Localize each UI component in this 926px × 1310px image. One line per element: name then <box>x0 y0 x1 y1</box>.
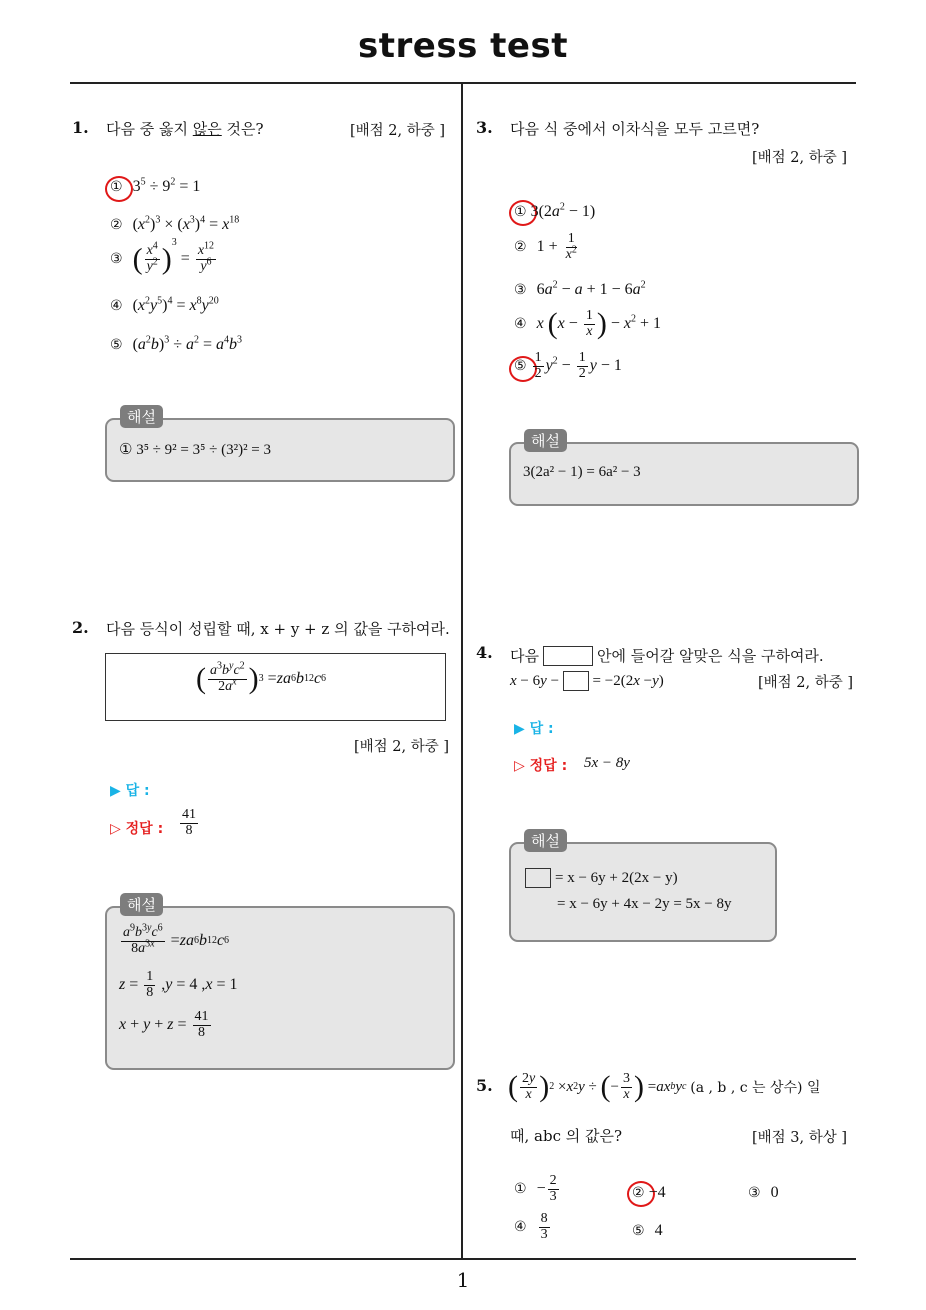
q1-text-before: 다음 중 옳지 <box>106 120 193 138</box>
q2-solution-tab: 해설 <box>120 893 163 916</box>
q5-points: [배점 3, 하상 ] <box>752 1130 848 1146</box>
q5-choice-3[interactable]: ③ 0 <box>748 1184 779 1201</box>
q4-equation-blank <box>563 671 589 691</box>
q4-solution-line2: = x − 6y + 4x − 2y = 5x − 8y <box>557 896 732 912</box>
q2-answer-label: ▶ 답 : <box>110 783 150 799</box>
q3-number: 3. <box>476 118 493 137</box>
q4-correct-label: ▷ 정답 : <box>514 758 568 774</box>
page-title: stress test <box>358 26 568 66</box>
q4-solution-box <box>509 842 777 942</box>
q2-solution-line1: $\frac{a^9b^{3y}c^6}{8a^{3x}}$ = z a 6 b 12 c 6 <box>123 922 230 956</box>
q3-choice-2[interactable]: ② 1 + $\frac{1}{x^2}$ <box>514 231 577 262</box>
footer-rule <box>70 1258 856 1260</box>
q1-text-after: 것은? <box>221 120 264 138</box>
q2-number: 2. <box>72 618 89 637</box>
q1-choice-3[interactable]: ③ ( $\frac{x^4}{y^2}$ )$^3$ = $\frac{x^{12}}{y^6}$ <box>110 237 215 276</box>
q2-equation: ( $\frac{a^3b^yc^2}{2a^x}$ ) 3 = z a 6 b 12 c 6 <box>196 660 327 696</box>
q3-choice-5[interactable]: ⑤ $\frac{1}{2}$ $y^2$ − $\frac{1}{2}$ y − 1 <box>514 350 622 381</box>
q4-points: [배점 2, 하중 ] <box>758 675 854 691</box>
q3-solution-text: 3(2a² − 1) = 6a² − 3 <box>523 464 641 480</box>
q5-equation: ( $\frac{2y}{x}$ ) 2 × x 2 y ÷ ( − $\frac{3}{x}$ ) = a x b y c (a , b , c 는 상수) 일 <box>508 1070 821 1104</box>
page-number: 1 <box>456 1268 470 1292</box>
q4-answer-label: ▶ 답 : <box>514 721 554 737</box>
q1-solution-text: ① 3⁵ ÷ 9² = 3⁵ ÷ (3²)² = 3 <box>119 442 272 458</box>
q3-choice-3[interactable]: ③ $6a^2 - a + 1 - 6a^2$ <box>514 279 646 298</box>
q4-solution-tab: 해설 <box>524 829 567 852</box>
column-divider <box>461 83 463 1258</box>
q1-points: [배점 2, 하중 ] <box>350 123 446 139</box>
q5-question-line2: 때, abc 의 값은? <box>510 1127 623 1145</box>
q1-choice-4[interactable]: ④ $(x^2y^5)^4 = x^8y^{20}$ <box>110 295 219 314</box>
q2-solution-box <box>105 906 455 1070</box>
q2-correct-value: $\frac{41}{8}$ <box>182 807 196 838</box>
q3-choice-1[interactable]: ① $3(2a^2 - 1)$ <box>514 201 596 220</box>
q3-points: [배점 2, 하중 ] <box>752 150 848 166</box>
q5-choice-1[interactable]: ① − $\frac{2}{3}$ <box>514 1173 557 1204</box>
q4-number: 4. <box>476 643 493 662</box>
q4-solution-line1: = x − 6y + 2(2x − y) <box>525 868 678 888</box>
q2-points: [배점 2, 하중 ] <box>354 739 450 755</box>
q5-choice-5[interactable]: ⑤ 4 <box>632 1222 663 1239</box>
q3-choice-4[interactable]: ④ x (x − $\frac{1}{x}$ ) − $x^2 + 1$ <box>514 307 661 341</box>
q1-text-underlined: 않은 <box>192 120 222 138</box>
q1-number: 1. <box>72 118 89 137</box>
q4-equation: x − 6 y − = −2(2 x − y ) <box>510 671 664 691</box>
q2-correct-label: ▷ 정답 : <box>110 821 164 837</box>
header-rule <box>70 82 856 84</box>
q5-number: 5. <box>476 1076 493 1095</box>
q2-equation-box <box>105 653 446 721</box>
q2-solution-line3: x + y + z = $\frac{41}{8}$ <box>119 1009 209 1040</box>
q1-solution-tab: 해설 <box>120 405 163 428</box>
q4-question: 다음 안에 들어갈 알맞은 식을 구하여라. <box>510 647 824 665</box>
q4-correct-value: 5x − 8y <box>584 755 630 771</box>
q5-choice-2[interactable]: ② −4 <box>632 1184 666 1201</box>
q3-question: 다음 식 중에서 이차식을 모두 고르면? <box>510 120 760 138</box>
q3-solution-tab: 해설 <box>524 429 567 452</box>
q1-choice-5[interactable]: ⑤ $(a^2b)^3 \div a^2 = a^4b^3$ <box>110 334 243 353</box>
q1-choice-1[interactable]: ① $3^5 \div 9^2 = 1$ <box>110 176 201 195</box>
q2-solution-line2: z = $\frac{1}{8}$ , y = 4 , x = 1 <box>119 969 238 1000</box>
q1-choice-2[interactable]: ② $(x^2)^3 \times (x^3)^4 = x^{18}$ <box>110 214 240 233</box>
q5-choice-4[interactable]: ④ $\frac{8}{3}$ <box>514 1211 548 1242</box>
q2-question: 다음 등식이 성립할 때, x + y + z 의 값을 구하여라. <box>106 620 450 638</box>
q4-solution-blank <box>525 868 551 888</box>
q1-question <box>106 118 264 139</box>
q4-blank-box <box>543 646 593 666</box>
